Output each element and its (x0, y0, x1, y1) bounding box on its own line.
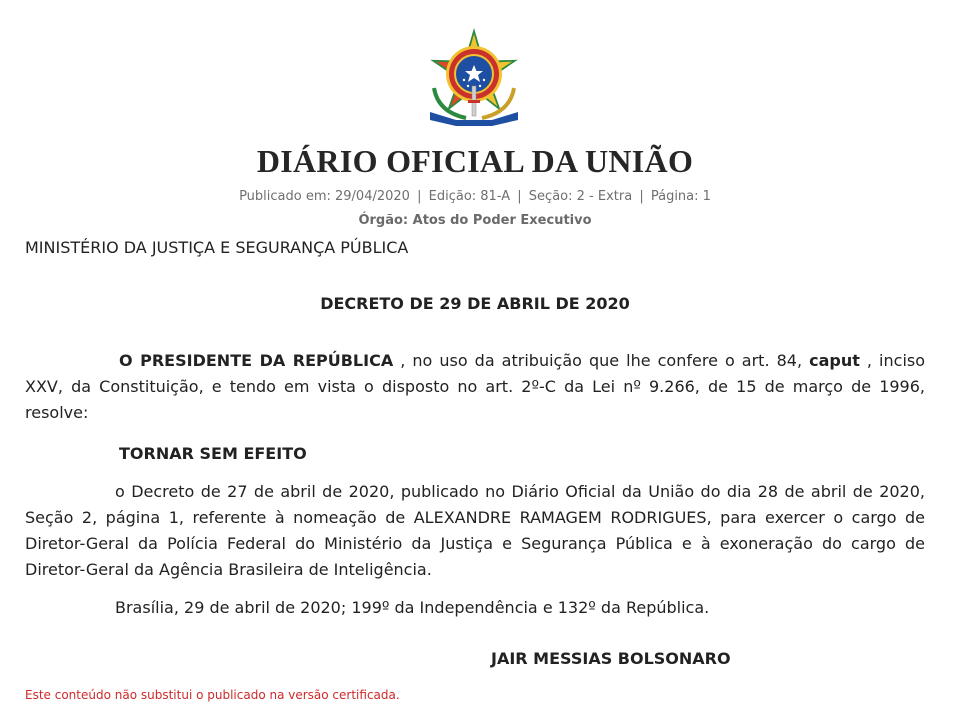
meta-separator: | (639, 189, 644, 204)
decree-title: DECRETO DE 29 DE ABRIL DE 2020 (320, 294, 630, 313)
signer-name: JAIR MESSIAS BOLSONARO (491, 649, 731, 668)
certification-disclaimer: Este conteúdo não substitui o publicado na versão certificada. (25, 688, 400, 702)
president-subject: O PRESIDENTE DA REPÚBLICA (119, 351, 394, 370)
preamble-text-b: , inciso XXV, da Constituição, e tendo em vista o disposto no art. 2º-C da Lei nº 9.266, de 15 de março de 1996, resolve: (25, 351, 926, 422)
section: Seção: 2 - Extra (528, 189, 633, 204)
resolution-text: o Decreto de 27 de abril de 2020, publicado no Diário Oficial da União do dia 28 de abril de 2020, Seção 2, página 1, referente à nomeação de ALEXANDRE RAMAGEM RODRIGUES, para exercer o cargo de Diretor-Geral da Polícia Federal do Ministério da Justiça e Segurança Pública e à exoneração do cargo de Diretor-Geral da Agência Brasileira de Inteligência. (25, 482, 925, 579)
page-number: Página: 1 (650, 189, 711, 204)
ministry-name: MINISTÉRIO DA JUSTIÇA E SEGURANÇA PÚBLICA (25, 238, 409, 257)
gazette-title: DIÁRIO OFICIAL DA UNIÃO (256, 143, 694, 179)
meta-separator: | (417, 189, 422, 204)
meta-separator: | (517, 189, 522, 204)
published-date: Publicado em: 29/04/2020 (239, 189, 410, 204)
publication-meta (0, 189, 950, 204)
coat-of-arms-icon (426, 26, 522, 128)
issuing-body: Órgão: Atos do Poder Executivo (358, 213, 592, 228)
resolution-paragraph (25, 479, 925, 583)
place-and-date: Brasília, 29 de abril de 2020; 199º da Independência e 132º da República. (115, 598, 710, 617)
preamble-paragraph (25, 348, 925, 426)
resolution-heading: TORNAR SEM EFEITO (119, 444, 307, 463)
caput-term: caput (809, 351, 860, 370)
edition: Edição: 81-A (428, 189, 511, 204)
preamble-text-a: , no uso da atribuição que lhe confere o art. 84, (393, 351, 810, 370)
